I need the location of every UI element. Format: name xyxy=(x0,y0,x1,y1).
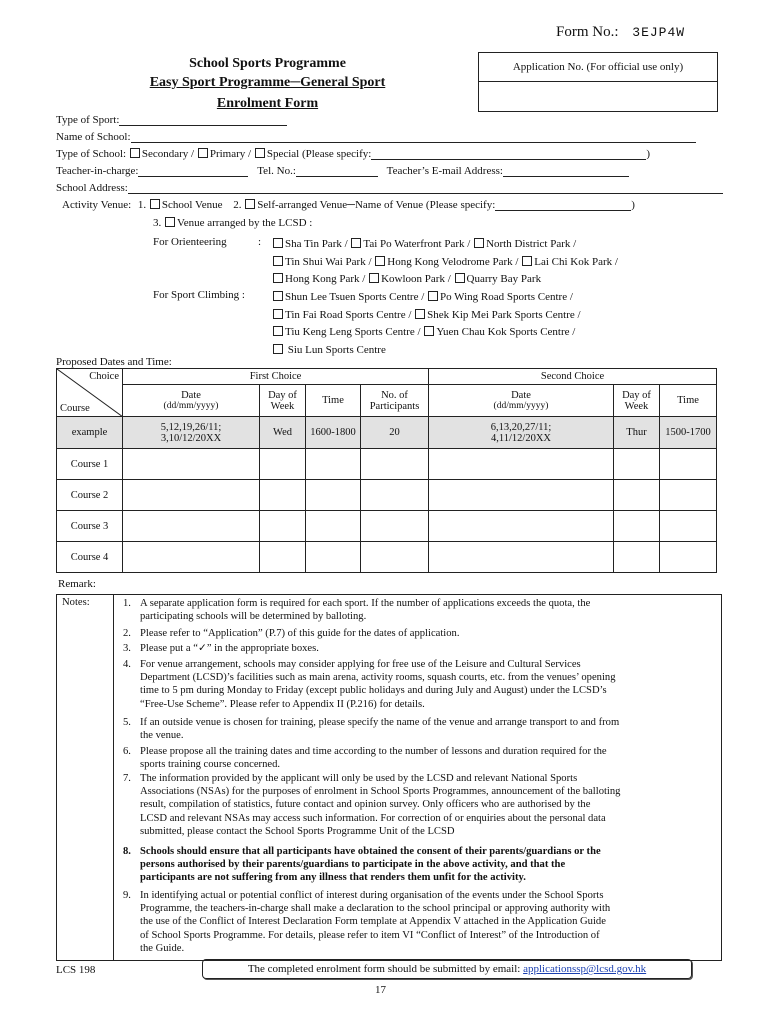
name-of-school-field[interactable] xyxy=(131,131,696,143)
po-wing-road-checkbox[interactable] xyxy=(428,291,438,301)
example-date-1 xyxy=(123,417,260,449)
example-participants: 20 xyxy=(361,417,429,449)
secondary-label: Secondary / xyxy=(141,148,195,160)
hong-kong-park-label: Hong Kong Park / xyxy=(285,273,366,285)
table-cell[interactable] xyxy=(306,542,361,573)
table-cell[interactable] xyxy=(306,511,361,542)
table-cell[interactable] xyxy=(429,480,614,511)
shek-kip-mei-label: Shek Kip Mei Park Sports Centre / xyxy=(427,308,581,321)
table-cell[interactable] xyxy=(614,480,660,511)
hong-kong-park-checkbox[interactable] xyxy=(273,273,283,283)
hong-kong-velodrome-park-label: Hong Kong Velodrome Park / xyxy=(387,255,519,268)
type-of-school-row xyxy=(56,148,650,160)
note-number: 5. xyxy=(123,717,131,728)
table-cell[interactable] xyxy=(614,542,660,573)
table-cell[interactable] xyxy=(361,449,429,480)
sha-tin-park-label: Sha Tin Park / xyxy=(285,238,348,250)
activity-venue-label: Activity Venue: xyxy=(62,199,132,211)
course-label: Course 4 xyxy=(57,542,123,573)
secondary-checkbox[interactable] xyxy=(130,148,140,158)
type-of-sport-row xyxy=(56,114,287,126)
note-line: participants are not suffering from any illness that renders them unfit for the activity. xyxy=(140,872,526,884)
shun-lee-tsuen-checkbox[interactable] xyxy=(273,291,283,301)
siu-lun-label: Siu Lun Sports Centre xyxy=(287,343,386,356)
yuen-chau-kok-label: Yuen Chau Kok Sports Centre / xyxy=(436,326,576,338)
dow-header-text: Day of xyxy=(268,389,297,401)
example-dow-1: Wed xyxy=(260,417,306,449)
north-district-park-checkbox[interactable] xyxy=(474,238,484,248)
note-number: 2. xyxy=(123,628,131,639)
table-cell[interactable] xyxy=(306,480,361,511)
corner-cell xyxy=(57,369,123,417)
note-line: Please propose all the training dates and time according to the number of lessons and duration required for the xyxy=(140,746,607,757)
dow-header-text: Week xyxy=(624,400,649,412)
example-time-1: 1600-1800 xyxy=(306,417,361,449)
tai-po-waterfront-park-checkbox[interactable] xyxy=(351,238,361,248)
table-cell[interactable] xyxy=(429,449,614,480)
table-cell[interactable] xyxy=(660,449,717,480)
note-line: LCSD and relevant NSAs may access such information. For correction of or enquiries about the personal data xyxy=(140,812,606,824)
note-line: of School Sports Programme. For details, please refer to item VI “Conflict of Interest” of the Introduction of xyxy=(140,929,600,941)
note-item xyxy=(123,627,715,640)
teacher-row xyxy=(56,165,629,177)
note-line: For venue arrangement, schools may consider applying for free use of the Leisure and Cultural Services xyxy=(140,659,581,670)
note-line: Please refer to “Application” (P.7) of this guide for the dates of application. xyxy=(140,628,460,639)
form-code: LCS 198 xyxy=(56,964,96,976)
name-of-school-label: Name of School: xyxy=(56,131,131,143)
example-date-1-line: 3,10/12/20XX xyxy=(160,432,222,444)
table-cell[interactable] xyxy=(123,480,260,511)
course-label: Course 3 xyxy=(57,511,123,542)
note-number: 9. xyxy=(123,890,131,901)
tin-shui-wai-park-checkbox[interactable] xyxy=(273,256,283,266)
schedule-table xyxy=(56,368,717,573)
self-arranged-venue-checkbox[interactable] xyxy=(245,199,255,209)
note-line: sports training course concerned. xyxy=(140,759,281,771)
table-row xyxy=(57,449,717,480)
note-item xyxy=(123,889,715,955)
example-row xyxy=(57,417,717,449)
table-cell[interactable] xyxy=(429,511,614,542)
note-line: If an outside venue is chosen for training, please specify the name of the venue and arrange transport to and from xyxy=(140,717,620,728)
participants-header-text: No. of xyxy=(381,389,408,401)
table-cell[interactable] xyxy=(660,511,717,542)
note-line: “Free-Use Scheme”. Please refer to Appendix II (P.216) for details. xyxy=(140,698,425,710)
note-number: 4. xyxy=(123,659,131,670)
table-cell[interactable] xyxy=(123,542,260,573)
north-district-park-label: North District Park / xyxy=(486,238,577,250)
table-cell[interactable] xyxy=(260,542,306,573)
note-line: the venue. xyxy=(140,730,184,742)
title-line-3: Enrolment Form xyxy=(216,96,319,111)
example-time-2: 1500-1700 xyxy=(660,417,717,449)
venue-option-2-num: 2. xyxy=(233,199,242,211)
activity-venue-row xyxy=(62,199,635,211)
note-line: the use of the Conflict of Interest Declaration Form template at Appendix V attached in the Application Guide xyxy=(140,916,606,928)
note-line: the Guide. xyxy=(140,942,185,954)
lai-chi-kok-park-label: Lai Chi Kok Park / xyxy=(534,255,618,268)
note-line: Programme, the teachers-in-charge shall make a declaration to the school principal or approving authority with xyxy=(140,903,611,915)
submission-text: The completed enrolment form should be submitted by email: xyxy=(247,963,521,975)
example-label: example xyxy=(57,417,123,449)
note-item xyxy=(123,716,715,742)
note-line: result, compilation of statistics, future contact and opinion survey. Only officers who are authorised by the xyxy=(140,799,591,811)
lai-chi-kok-park-checkbox[interactable] xyxy=(522,256,532,266)
lcsd-venue-label: Venue arranged by the LCSD : xyxy=(177,217,313,229)
example-date-2-line: 6,13,20,27/11; xyxy=(490,421,552,433)
table-row xyxy=(57,480,717,511)
table-cell[interactable] xyxy=(429,542,614,573)
date-format-text: (dd/mm/yyyy) xyxy=(493,401,549,411)
school-venue-checkbox[interactable] xyxy=(150,199,160,209)
corner-choice: Choice xyxy=(89,371,119,382)
tel-no-field[interactable] xyxy=(296,165,378,177)
note-number: 3. xyxy=(123,643,131,654)
note-line: A separate application form is required for each sport. If the number of applications exceeds the quota, the xyxy=(140,598,591,609)
tiu-keng-leng-checkbox[interactable] xyxy=(273,326,283,336)
shun-lee-tsuen-label: Shun Lee Tsuen Sports Centre / xyxy=(285,291,425,303)
example-date-1-line: 5,12,19,26/11; xyxy=(160,421,222,433)
date-header-text: Date xyxy=(511,390,531,401)
table-cell[interactable] xyxy=(614,511,660,542)
teacher-in-charge-field[interactable] xyxy=(138,165,248,177)
quarry-bay-park-checkbox[interactable] xyxy=(455,273,465,283)
tel-no-label: Tel. No.: xyxy=(257,165,296,177)
table-cell[interactable] xyxy=(614,449,660,480)
table-cell[interactable] xyxy=(260,511,306,542)
school-address-label: School Address: xyxy=(56,182,128,194)
corner-course: Course xyxy=(60,403,90,414)
notes-divider xyxy=(113,594,114,960)
note-item xyxy=(123,642,715,655)
table-cell[interactable] xyxy=(660,480,717,511)
schedule-caption: Proposed Dates and Time: xyxy=(56,356,172,368)
tiu-keng-leng-label: Tiu Keng Leng Sports Centre / xyxy=(285,326,421,338)
climbing-line xyxy=(272,342,581,360)
tin-fai-road-checkbox[interactable] xyxy=(273,309,283,319)
table-row xyxy=(57,511,717,542)
date-header-2 xyxy=(429,385,614,417)
note-item xyxy=(123,745,715,771)
form-number xyxy=(556,24,685,41)
note-line: Department (LCSD)’s facilities such as main arena, activity rooms, squash courts, etc. from the venues’ opening xyxy=(140,672,616,684)
form-number-label: Form No.: xyxy=(556,24,619,40)
climbing-line xyxy=(272,289,581,307)
special-label: Special (Please specify: xyxy=(266,148,372,160)
note-number: 7. xyxy=(123,773,131,784)
school-venue-label: School Venue xyxy=(161,199,223,211)
form-number-value: 3EJP4W xyxy=(632,25,686,40)
shek-kip-mei-checkbox[interactable] xyxy=(415,309,425,319)
date-header-1 xyxy=(123,385,260,417)
official-use-box xyxy=(478,52,718,112)
table-cell[interactable] xyxy=(660,542,717,573)
course-label: Course 1 xyxy=(57,449,123,480)
type-of-sport-field[interactable] xyxy=(119,114,287,126)
po-wing-road-label: Po Wing Road Sports Centre / xyxy=(440,291,573,303)
primary-checkbox[interactable] xyxy=(198,148,208,158)
self-arranged-close: ) xyxy=(631,199,635,211)
form-title xyxy=(120,54,415,113)
table-cell[interactable] xyxy=(260,480,306,511)
orienteering-options xyxy=(272,236,618,289)
table-cell[interactable] xyxy=(260,449,306,480)
submission-email-link[interactable]: applicationssp@lcsd.gov.hk xyxy=(523,963,647,975)
note-line: In identifying actual or potential conflict of interest during organisation of the events under the School Sports xyxy=(140,890,604,901)
type-of-school-label: Type of School: xyxy=(56,148,127,160)
note-line: Associations (NSAs) for the purposes of enrolment in School Sports Programmes, announcement of the balloting xyxy=(140,786,621,798)
note-item xyxy=(123,597,715,623)
orienteering-label: For Orienteering xyxy=(153,236,227,248)
special-close: ) xyxy=(646,148,650,160)
note-line: Schools should ensure that all participants have obtained the consent of their parents/guardians or the xyxy=(140,846,601,857)
orienteering-line xyxy=(272,254,618,272)
school-address-field[interactable] xyxy=(128,182,723,194)
dow-header-text: Week xyxy=(270,400,295,412)
venue-option-3-row xyxy=(153,217,312,229)
time-header-2: Time xyxy=(660,385,717,417)
first-choice-header: First Choice xyxy=(123,369,429,385)
date-header-text: Date xyxy=(181,390,201,401)
orienteering-colon: : xyxy=(258,236,262,248)
tin-shui-wai-park-label: Tin Shui Wai Park / xyxy=(285,255,372,268)
table-cell[interactable] xyxy=(306,449,361,480)
dow-header-2 xyxy=(614,385,660,417)
note-line: submitted, please contact the School Sports Programme Unit of the LCSD xyxy=(140,825,455,837)
name-of-school-row xyxy=(56,131,696,143)
climbing-line xyxy=(272,307,581,325)
example-date-2-line: 4,11/12/20XX xyxy=(491,432,551,444)
table-row xyxy=(57,542,717,573)
kowloon-park-checkbox[interactable] xyxy=(369,273,379,283)
orienteering-line xyxy=(272,271,618,289)
table-cell[interactable] xyxy=(123,511,260,542)
type-of-sport-label: Type of Sport: xyxy=(56,114,120,126)
note-line: The information provided by the applicant will only be used by the LCSD and relevant National Sports xyxy=(140,773,578,784)
teacher-email-field[interactable] xyxy=(503,165,629,177)
table-cell[interactable] xyxy=(361,542,429,573)
special-specify-field[interactable] xyxy=(371,148,646,160)
venue-option-1-num: 1. xyxy=(137,199,147,211)
primary-label: Primary / xyxy=(209,148,252,160)
hong-kong-velodrome-park-checkbox[interactable] xyxy=(375,256,385,266)
note-line: Please put a “✓” in the appropriate boxes. xyxy=(140,643,319,654)
note-line: participating schools will be determined by balloting. xyxy=(140,611,367,623)
note-number: 1. xyxy=(123,598,131,609)
table-cell[interactable] xyxy=(123,449,260,480)
quarry-bay-park-label: Quarry Bay Park xyxy=(466,273,542,285)
teacher-in-charge-label: Teacher-in-charge: xyxy=(56,165,139,177)
self-arranged-venue-field[interactable] xyxy=(495,199,631,211)
climbing-line xyxy=(272,324,581,342)
table-cell[interactable] xyxy=(361,511,429,542)
submission-note-box xyxy=(202,959,692,979)
note-number: 6. xyxy=(123,746,131,757)
lcsd-venue-checkbox[interactable] xyxy=(165,217,175,227)
example-dow-2: Thur xyxy=(614,417,660,449)
siu-lun-checkbox[interactable] xyxy=(273,344,283,354)
school-address-row xyxy=(56,182,723,194)
official-use-label: Application No. (For official use only) xyxy=(479,53,717,82)
title-line-1: School Sports Programme xyxy=(189,56,346,71)
title-line-2: Easy Sport Programme─General Sport xyxy=(149,75,386,90)
teacher-email-label: Teacher’s E-mail Address: xyxy=(386,165,503,177)
time-header-1: Time xyxy=(306,385,361,417)
orienteering-line xyxy=(272,236,618,254)
notes-label: Notes: xyxy=(62,597,90,608)
note-line: persons authorised by their parents/guardians to participate in the above activity, and that the xyxy=(140,859,566,871)
second-choice-header: Second Choice xyxy=(429,369,717,385)
kowloon-park-label: Kowloon Park / xyxy=(381,273,451,285)
page-number: 17 xyxy=(375,984,386,996)
sport-climbing-options xyxy=(272,289,581,359)
venue-option-3-num: 3. xyxy=(153,217,162,229)
sport-climbing-label: For Sport Climbing : xyxy=(153,289,245,301)
dow-header-1 xyxy=(260,385,306,417)
participants-header xyxy=(361,385,429,417)
table-cell[interactable] xyxy=(361,480,429,511)
dow-header-text: Day of xyxy=(622,389,651,401)
note-number: 8. xyxy=(123,846,131,857)
note-item xyxy=(123,772,715,838)
course-label: Course 2 xyxy=(57,480,123,511)
tin-fai-road-label: Tin Fai Road Sports Centre / xyxy=(285,308,412,321)
remark-label: Remark: xyxy=(58,578,96,590)
example-date-2 xyxy=(429,417,614,449)
date-format-text: (dd/mm/yyyy) xyxy=(163,401,219,411)
note-line: time to 5 pm during Monday to Friday (except public holidays and during July and August) under the LCSD’s xyxy=(140,685,607,697)
yuen-chau-kok-checkbox[interactable] xyxy=(424,326,434,336)
sha-tin-park-checkbox[interactable] xyxy=(273,238,283,248)
note-item xyxy=(123,845,715,885)
self-arranged-venue-label: Self-arranged Venue─Name of Venue (Please specify: xyxy=(257,199,496,211)
tai-po-waterfront-park-label: Tai Po Waterfront Park / xyxy=(363,238,471,250)
participants-header-text: Participants xyxy=(369,400,420,412)
special-checkbox[interactable] xyxy=(255,148,265,158)
application-number-field xyxy=(479,82,717,111)
note-item xyxy=(123,658,715,711)
